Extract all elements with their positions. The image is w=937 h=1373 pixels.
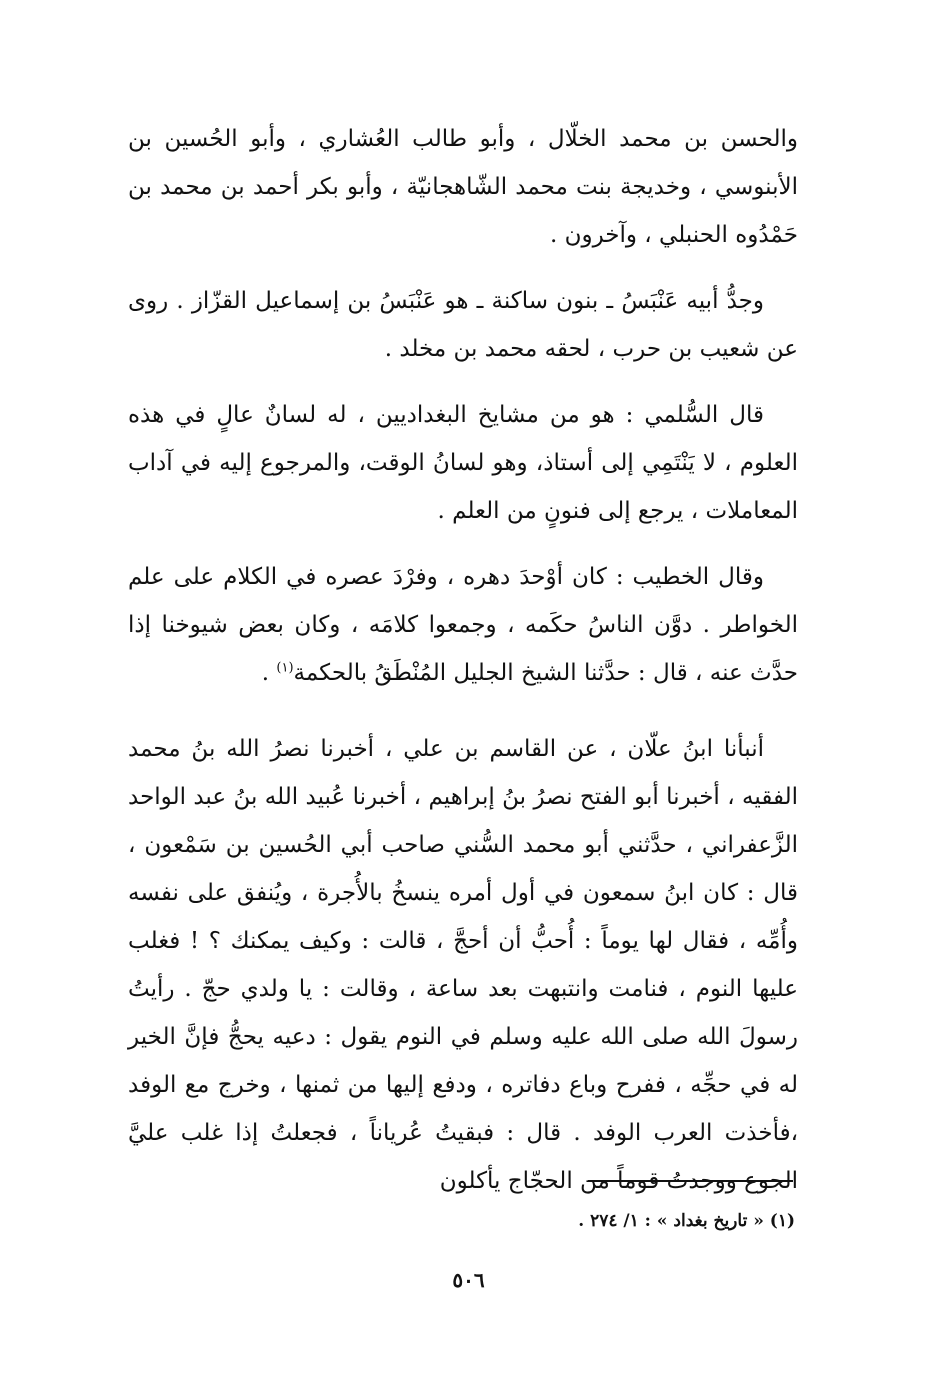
footnote-divider	[588, 1180, 793, 1182]
footnote-reference[interactable]: (١)	[276, 660, 294, 676]
paragraph-text: وقال الخطيب : كان أوْحدَ دهره ، وفرْدَ عصره في الكلام على علم الخواطر . دوَّن الناسُ حكَمه ، وجمعوا كلامَه ، وكان بعض شيوخنا إذا حدَّث عنه ، قال : حدَّثنا الشيخ الجليل المُنْطَقُ بالحكمة	[128, 564, 798, 686]
paragraph-tail: .	[261, 660, 277, 686]
paragraph-sulami	[128, 391, 798, 535]
footnote: (١) « تاريخ بغداد » : ١/ ٢٧٤ .	[578, 1211, 795, 1231]
paragraph-text: والحسن بن محمد الخلّال ، وأبو طالب العُشاري ، وأبو الحُسين بن الأبنوسي ، وخديجة بنت محمد الشّاهجانيّة ، وأبو بكر أحمد بن محمد بن حَمْدُوه الحنبلي ، وآخرون .	[128, 126, 798, 248]
paragraph-text: قال السُّلمي : هو من مشايخ البغداديين ، له لسانٌ عالٍ في هذه العلوم ، لا يَنْتَمِي إلى أستاذ، وهو لسانُ الوقت، والمرجوع إليه في آداب المعاملات ، يرجع إلى فنونٍ من العلم .	[128, 402, 798, 524]
paragraph-text: وجدُّ أبيه عَنْبَسُ ـ بنون ساكنة ـ هو عَنْبَسُ بن إسماعيل القزّاز . روى عن شعيب بن حرب ، لحقه محمد بن مخلد .	[128, 288, 798, 362]
paragraph-story	[128, 725, 798, 1205]
paragraph-grandfather	[128, 277, 798, 373]
main-text	[128, 115, 798, 1223]
paragraph-khatib	[128, 553, 798, 697]
paragraph-narrators	[128, 115, 798, 259]
paragraph-text: أنبأنا ابنُ علّان ، عن القاسم بن علي ، أخبرنا نصرُ الله بنُ محمد الفقيه ، أخبرنا أبو الفتح نصرُ بنُ إبراهيم ، أخبرنا عُبيد الله بنُ عبد الواحد الزَّعفراني ، حدَّثني أبو محمد السُّني صاحب أبي الحُسين بن سَمْعون ، قال : كان ابنُ سمعون في أول أمره ينسخُ بالأُجرة ، ويُنفق على نفسه وأُمِّه ، فقال لها يوماً : أُحبُّ أن أحجَّ ، قالت : وكيف يمكنك ؟ ! فغلب عليها النوم ، فنامت وانتبهت بعد ساعة ، وقالت : يا ولدي حجّ . رأيتُ رسولَ الله صلى الله عليه وسلم في النوم يقول : دعيه يحجُّ فإنَّ الخير له في حجِّه ، ففرح وباع دفاتره ، ودفع إليها من ثمنها ، وخرج مع الوفد ،فأخذت العرب الوفد . قال : فبقيتُ عُرياناً ، فجعلتُ إذا غلب عليَّ الجوع ووجدتُ قوماً من الحجّاج يأكلون	[128, 736, 799, 1194]
page-number: ٥٠٦	[452, 1268, 485, 1292]
